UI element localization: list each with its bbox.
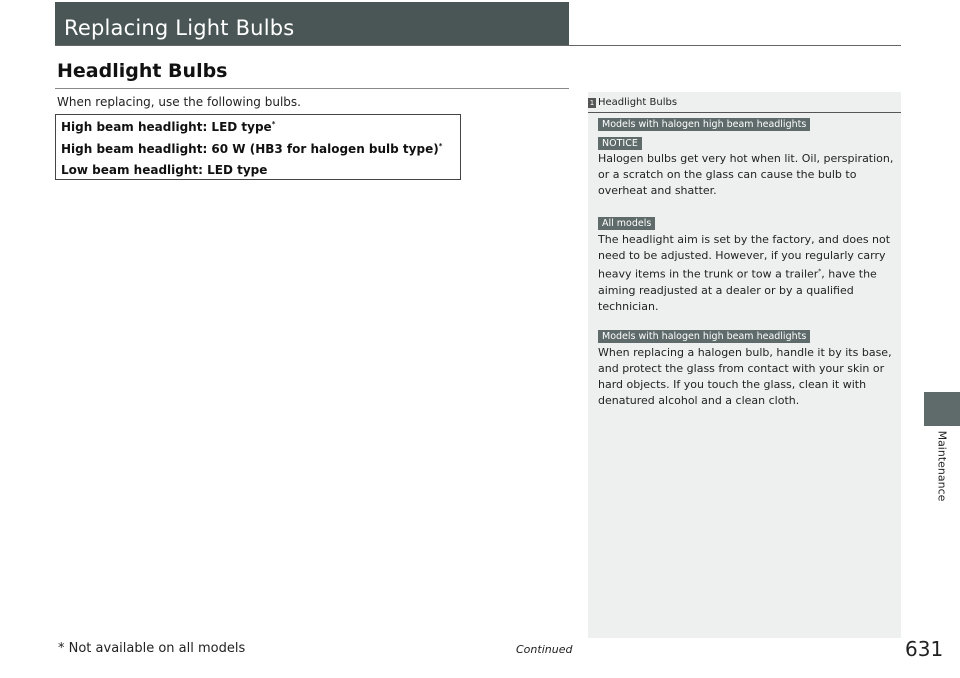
side-note-panel [588, 92, 901, 638]
title-divider [55, 45, 901, 46]
continued-label: Continued [516, 643, 573, 656]
intro-text: When replacing, use the following bulbs. [57, 95, 301, 109]
bulb-spec-low-beam: Low beam headlight: LED type [61, 163, 268, 177]
chapter-title: Replacing Light Bulbs [64, 16, 295, 40]
reference-mark-icon: 1 [589, 99, 595, 107]
model-tag-halogen-2: Models with halogen high beam headlights [598, 330, 810, 343]
replace-text: When replacing a halogen bulb, handle it by its base, and protect the glass from contact with your skin or hard objects. If you touch the glass, clean it with denatured alcohol and a clean cloth. [598, 346, 892, 407]
bulb-spec-high-beam-led: High beam headlight: LED type* [61, 120, 276, 134]
footnote-star: * [271, 120, 276, 128]
section-title: Headlight Bulbs [57, 60, 228, 82]
notice-text: Halogen bulbs get very hot when lit. Oil, perspiration, or a scratch on the glass can cause the bulb to overheat and shatter. [598, 152, 894, 197]
chapter-tab-label: Maintenance [935, 430, 949, 502]
model-tag-halogen: Models with halogen high beam headlights [598, 118, 810, 131]
page-number: 631 [905, 637, 944, 661]
footnote: * Not available on all models [58, 641, 246, 656]
section-divider [55, 88, 569, 89]
footnote-star: * [438, 142, 443, 150]
footnote-star: * [818, 268, 822, 275]
bulb-spec-box [55, 114, 461, 180]
bulb-spec-high-beam-halogen: High beam headlight: 60 W (HB3 for halogen bulb type)* [61, 142, 443, 156]
side-note-heading: 1 Headlight Bulbs [588, 96, 901, 113]
model-tag-all: All models [598, 217, 655, 230]
chapter-title-bar [55, 2, 569, 46]
chapter-tab[interactable] [924, 392, 960, 426]
notice-badge: NOTICE [598, 137, 642, 150]
aim-text: The headlight aim is set by the factory, and does not need to be adjusted. However, if you regularly carry heavy items in the trunk or tow a trailer*, have the aiming readjusted at a dealer or by a qualified technician. [598, 233, 891, 313]
